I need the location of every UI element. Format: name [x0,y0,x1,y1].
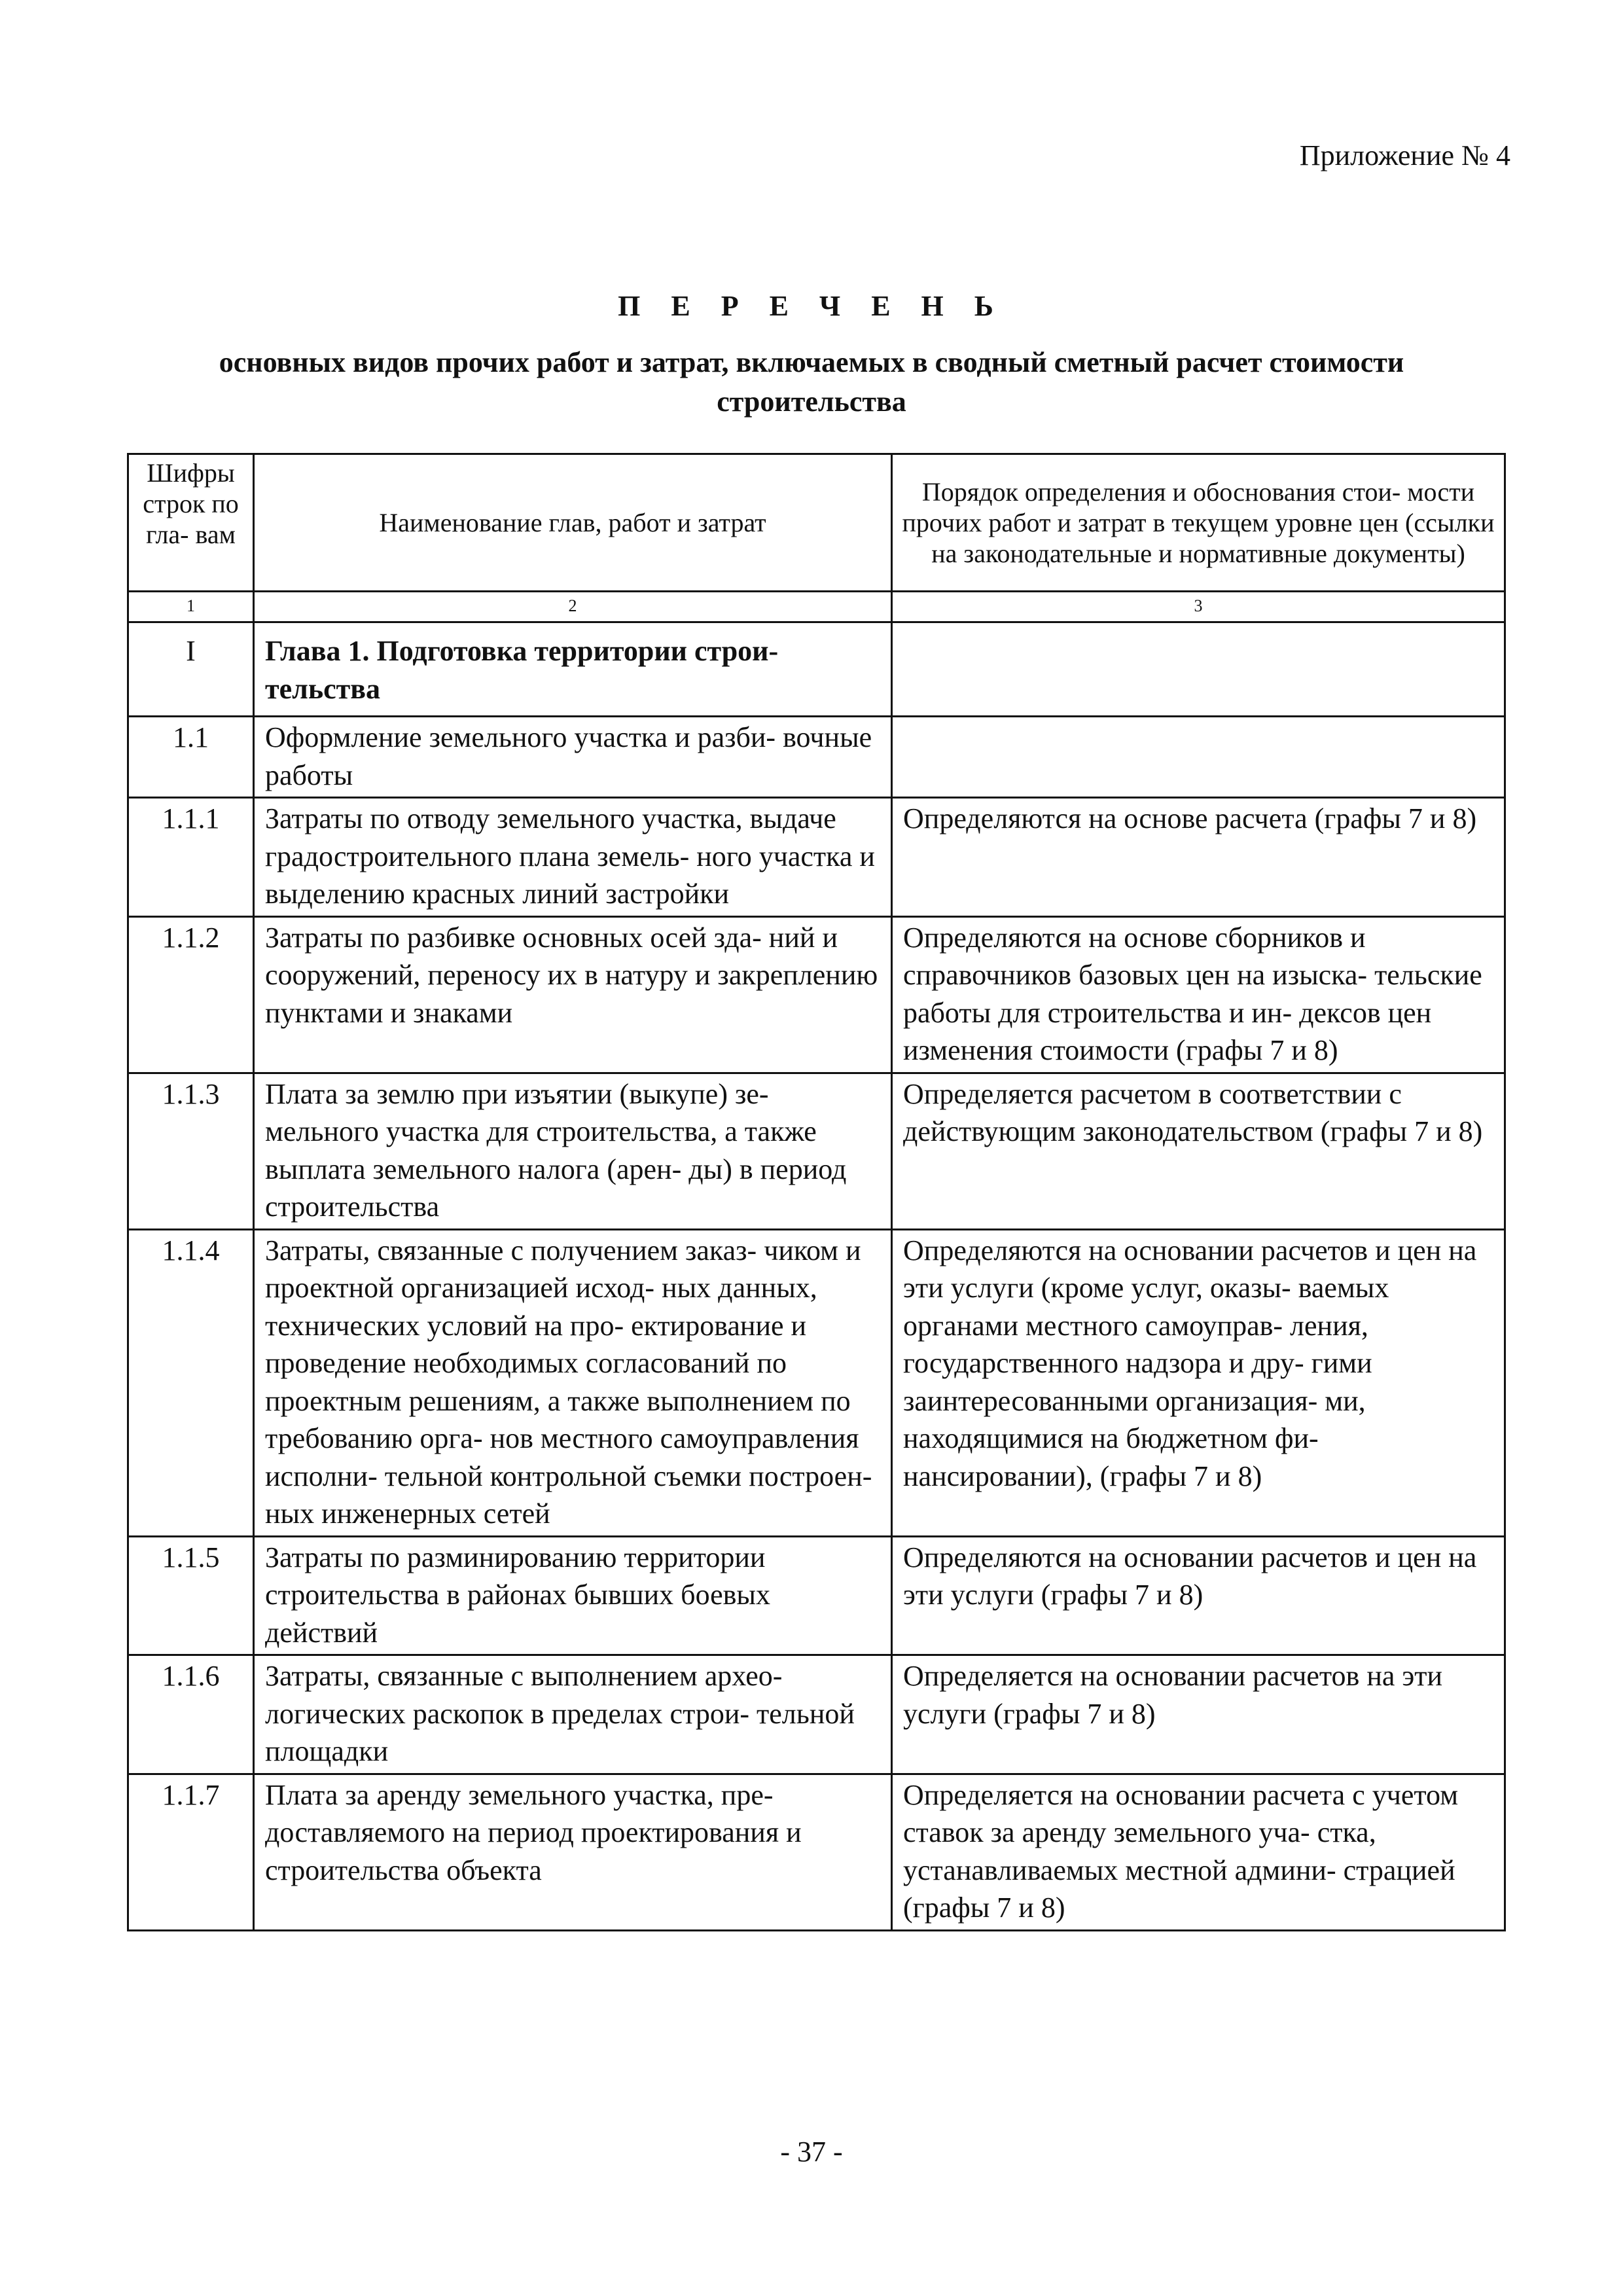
document-subtitle: основных видов прочих работ и затрат, включаемых в сводный сметный расчет стоимости строительства [219,346,1404,418]
row-code: 1.1.2 [128,916,254,1073]
row-name: Плата за аренду земельного участка, пре- доставляемого на период проектирования и строительства объекта [254,1774,892,1930]
row-method [892,622,1505,717]
column-number: 3 [892,592,1505,622]
row-code: 1.1.3 [128,1073,254,1229]
column-number: 2 [254,592,892,622]
table-row [128,717,1505,798]
row-name: Оформление земельного участка и разби- вочные работы [254,717,892,798]
appendix-label: Приложение № 4 [1299,139,1510,171]
header-method: Порядок определения и обоснования стои- мости прочих работ и затрат в текущем уровне цен (ссылки на законодательные и нормативные документы) [892,454,1505,592]
row-method: Определяется на основании расчета с учетом ставок за аренду земельного уча- стка, устанавливаемых местной админи- страцией (графы 7 и 8) [892,1774,1505,1930]
row-name: Глава 1. Подготовка территории строи- тельства [254,622,892,717]
row-method [892,717,1505,798]
costs-table [127,453,1506,1931]
row-code: 1.1.5 [128,1536,254,1655]
column-numbers-row [128,592,1505,622]
document-title: П Е Р Е Ч Е Н Ь [618,290,1005,322]
row-name: Затраты по разбивке основных осей зда- ний и сооружений, переносу их в натуру и закреплению пунктами и знаками [254,916,892,1073]
row-name: Затраты, связанные с получением заказ- чиком и проектной организацией исход- ных данных, технических условий на про- ектирование и проведение необходимых согласований по проектным решениям, а также выполнением по требованию орга- нов местного самоуправления исполни- тельной контрольной съемки построен- ных инженерных сетей [254,1229,892,1536]
row-method: Определяются на основе расчета (графы 7 и 8) [892,798,1505,917]
row-code: 1.1.7 [128,1774,254,1930]
table-row [128,1073,1505,1229]
table-row [128,916,1505,1073]
row-code: 1.1.4 [128,1229,254,1536]
row-method: Определяется расчетом в соответствии с действующим законодательством (графы 7 и 8) [892,1073,1505,1229]
row-method: Определяется на основании расчетов на эти услуги (графы 7 и 8) [892,1655,1505,1774]
table-row [128,1774,1505,1930]
row-method: Определяются на основании расчетов и цен на эти услуги (кроме услуг, оказы- ваемых органами местного самоуправ- ления, государственного надзора и дру- гими заинтересованными организация- ми, находящимися на бюджетном фи- нансировании), (графы 7 и 8) [892,1229,1505,1536]
row-method: Определяются на основе сборников и справочников базовых цен на изыска- тельские работы для строительства и ин- дексов цен изменения стоимости (графы 7 и 8) [892,916,1505,1073]
table-row [128,622,1505,717]
row-code: I [128,622,254,717]
row-code: 1.1 [128,717,254,798]
table-header-row [128,454,1505,592]
page-number: - 37 - [780,2136,843,2168]
row-code: 1.1.6 [128,1655,254,1774]
row-name: Затраты по отводу земельного участка, выдаче градостроительного плана земель- ного участка и выделению красных линий застройки [254,798,892,917]
header-name: Наименование глав, работ и затрат [254,454,892,592]
table-row [128,1536,1505,1655]
header-code: Шифры строк по гла- вам [128,454,254,592]
table-row [128,1655,1505,1774]
table-row [128,1229,1505,1536]
row-method: Определяются на основании расчетов и цен на эти услуги (графы 7 и 8) [892,1536,1505,1655]
row-name: Затраты, связанные с выполнением архео- логических раскопок в пределах строи- тельной площадки [254,1655,892,1774]
column-number: 1 [128,592,254,622]
row-code: 1.1.1 [128,798,254,917]
table-row [128,798,1505,917]
row-name: Плата за землю при изъятии (выкупе) зе- мельного участка для строительства, а также выплата земельного налога (арен- ды) в период строительства [254,1073,892,1229]
row-name: Затраты по разминированию территории строительства в районах бывших боевых действий [254,1536,892,1655]
